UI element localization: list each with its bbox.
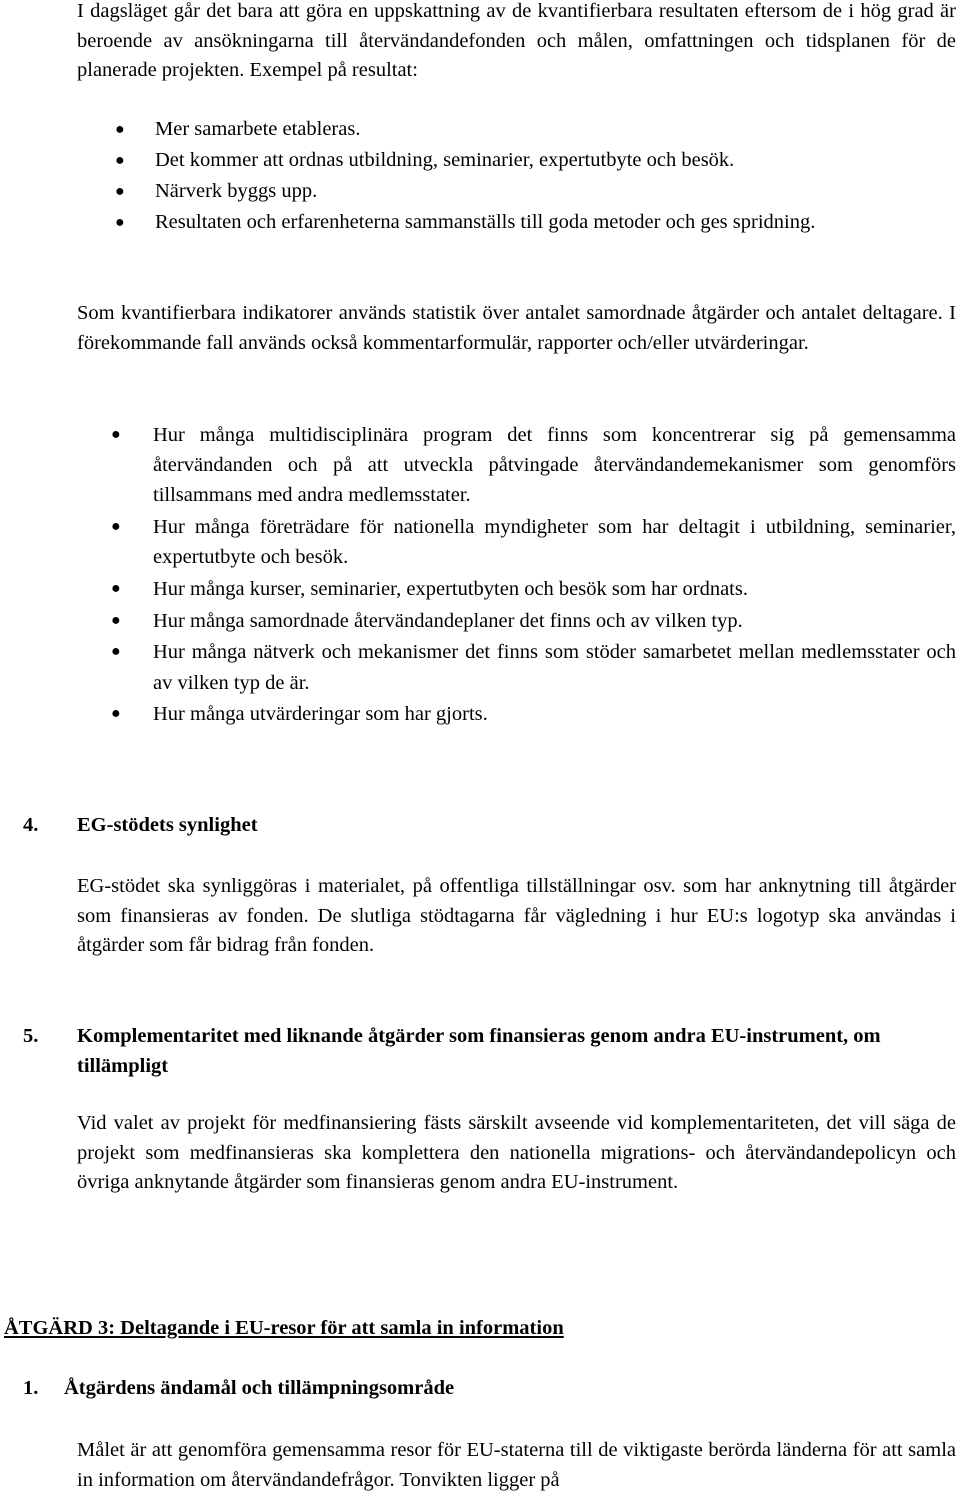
list-item: ● Hur många samordnade återvändandeplaner det finns och av vilken typ. [153,606,956,636]
intro-paragraph: I dagsläget går det bara att göra en uppskattning av de kvantifierbara resultaten eftersom de i hög grad är beroende av ansökningarna till återvändandefonden och målen, omfattningen och tidsplanen för de planerade projekten. Exempel på resultat: [77,0,956,81]
bullet-icon: ● [111,611,121,629]
list-item: ● Hur många multidisciplinära program det finns som koncentrerar sig på gemensamma återvändanden och på att utveckla påtvingade återvändandemekanismer som genomförs tillsammans med andra medlemsstater. [153,420,956,511]
bullet-icon: ● [115,152,125,169]
list-item: ● Hur många kurser, seminarier, expertutbyten och besök som har ordnats. [153,574,956,604]
section-5-body: Vid valet av projekt för medfinansiering fästs särskilt avseende vid komplementariteten, det vill säga de projekt som medfinansieras ska komplettera den nationella migrations- och återvändandepolicyn och övriga anknytande åtgärder som finansieras genom andra EU-instrument. [77,1112,956,1193]
bullet-icon: ● [115,214,125,231]
bullet-icon: ● [111,643,121,661]
bullet-icon: ● [115,183,125,200]
list-item: ● Hur många företrädare för nationella myndigheter som har deltagit i utbildning, seminarier, expertutbyte och besök. [153,512,956,572]
bullet-icon: ● [111,518,121,536]
indicator-questions-list [111,420,956,730]
list-item: ● Hur många nätverk och mekanismer det finns som stöder samarbetet mellan medlemsstater och av vilken typ de är. [153,637,956,697]
section-4-body: EG-stödet ska synliggöras i materialet, på offentliga tillställningar osv. som har anknytning till åtgärder som finansieras av fonden. De slutliga stödtagarna får vägledning i hur EU:s logotyp ska användas i åtgärder som får bidrag från fonden. [77,875,956,956]
list-item: ● Hur många utvärderingar som har gjorts. [153,699,956,729]
section-number: 5. [23,1025,39,1047]
measure-3-body: Målet är att genomföra gemensamma resor för EU-staterna till de viktigaste berörda länderna för att samla in information om återvändandefrågor. Tonvikten ligger på [77,1439,956,1491]
bullet-icon: ● [111,426,121,443]
section-number: 4. [23,814,39,836]
list-item: ● Mer samarbete etableras. [155,114,956,145]
list-item: ● Resultaten och erfarenheterna sammanställs till goda metoder och ges spridning. [155,207,956,238]
indicators-paragraph: Som kvantifierbara indikatorer används statistik över antalet samordnade åtgärder och antalet deltagare. I förekommande fall används också kommentarformulär, rapporter och/eller utvärderingar. [77,302,956,354]
list-item: ● Närverk byggs upp. [155,176,956,207]
section-title: Åtgärdens ändamål och tillämpningsområde [64,1377,455,1399]
section-title: EG-stödets synlighet [77,814,258,836]
section-number: 1. [23,1377,39,1399]
list-item: ● Det kommer att ordnas utbildning, seminarier, expertutbyte och besök. [155,145,956,176]
section-5-heading [23,1021,956,1081]
results-list [115,114,956,238]
bullet-icon: ● [115,121,125,138]
bullet-icon: ● [111,580,121,598]
bullet-icon: ● [111,705,121,723]
measure-3-heading: ÅTGÄRD 3: Deltagande i EU-resor för att samla in information [4,1317,564,1339]
section-title: Komplementaritet med liknande åtgärder som finansieras genom andra EU-instrument, om tillämpligt [77,1025,881,1077]
